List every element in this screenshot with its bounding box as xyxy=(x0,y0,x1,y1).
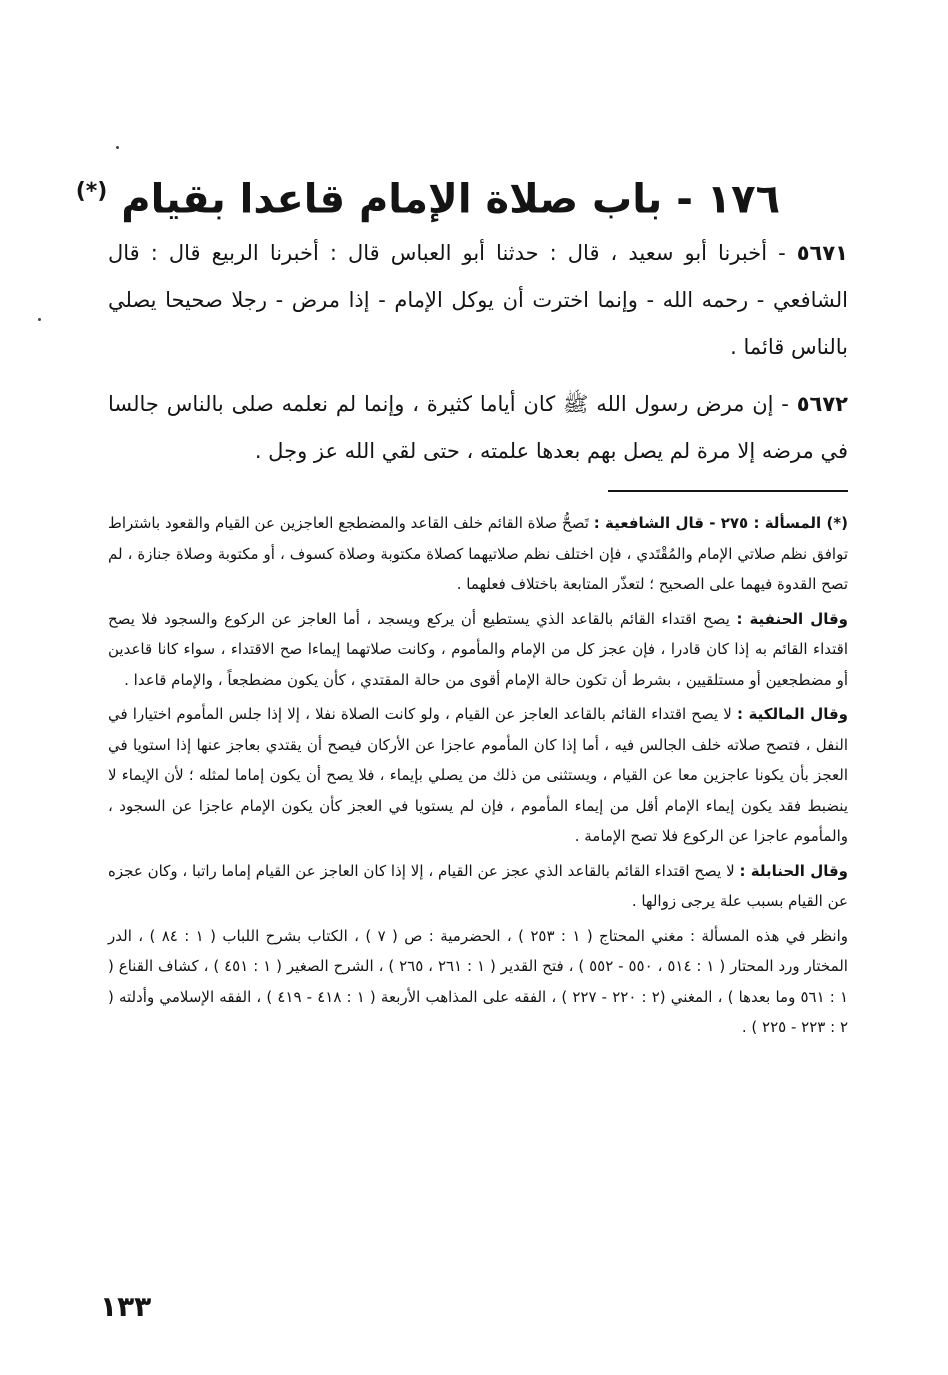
hadith-paragraph xyxy=(108,230,848,371)
footnote-paragraph xyxy=(108,508,848,600)
footnotes xyxy=(108,508,848,1047)
footnote-lead: وقال الحنفية : xyxy=(736,609,848,628)
paragraph-text: - إن مرض رسول الله ﷺ كان أياما كثيرة ، وإنما لم نعلمه صلى بالناس جالسا في مرضه إلا مرة لم يصل بهم بعدها علمته ، حتى لقي الله عز وجل . xyxy=(108,392,848,463)
scan-speck xyxy=(116,146,119,149)
footnote-lead: (*) المسألة : ٢٧٥ - قال الشافعية : xyxy=(593,514,848,532)
footnote-paragraph xyxy=(108,604,848,696)
footnote-separator xyxy=(608,490,848,492)
page-number: ١٣٣ xyxy=(100,1290,152,1323)
footnote-references xyxy=(108,921,848,1043)
footnote-text: لا يصح اقتداء القائم بالقاعد العاجز عن القيام ، ولو كانت الصلاة نفلا ، إلا إذا جلس المأموم اختيارا في النفل ، فتصح صلاته خلف الجالس فيه ، أما إذا كان المأموم عاجزا عن الأركان فيصح أن يقتدي بعاجز عنها إذا استويا في العجز بأن يكونا عاجزين معا عن القيام ، ويستثنى من ذلك من يصلي بإيماء ، فلا يصح أن يكون إماما لمثله ؛ لأن الإيماء لا ينضبط فقد يكون إيماء الإمام أقل من إيماء المأموم ، فإن لم يستويا في العجز كأن يكون الإمام عاجزا عن السجود ، والمأموم عاجزا عن الركوع فلا تصح الإمامة . xyxy=(108,705,848,845)
footnote-text: لا يصح اقتداء القائم بالقاعد الذي عجز عن القيام ، إلا إذا كان العاجز عن القيام إماما راتبا ، وكان عجزه عن القيام بسبب علة يرجى زوالها . xyxy=(108,861,848,910)
chapter-dash: - xyxy=(676,176,693,223)
paragraph-number: ٥٦٧٢ xyxy=(796,392,848,416)
footnote-lead: وقال المالكية : xyxy=(736,705,848,723)
hadith-paragraph xyxy=(108,381,848,475)
footnote-marker: (*) xyxy=(75,179,108,204)
paragraph-text: - أخبرنا أبو سعيد ، قال : حدثنا أبو العباس قال : أخبرنا الربيع قال : قال الشافعي - رحمه الله - وإنما اخترت أن يوكل الإمام - إذا مرض - رجلا صحيحا يصلي بالناس قائما . xyxy=(108,241,848,359)
chapter-number: ١٧٦ xyxy=(706,176,780,223)
footnote-paragraph xyxy=(108,856,848,917)
footnote-text: وانظر في هذه المسألة : مغني المحتاج ( ١ : ٢٥٣ ) ، الحضرمية : ص ( ٧ ) ، الكتاب بشرح اللباب ( ١ : ٨٤ ) ، الدر المختار ورد المحتار ( ١ : ٥١٤ ، ٥٥٠ - ٥٥٢ ) ، فتح القدير ( ١ : ٢٦١ ، ٢٦٥ ) ، الشرح الصغير ( ١ : ٤٥١ ) ، كشاف القناع ( ١ : ٥٦١ وما بعدها ) ، المغني (٢ : ٢٢٠ - ٢٢٧ ) ، الفقه على المذاهب الأربعة ( ١ : ٤١٨ - ٤١٩ ) ، الفقه الإسلامي وأدلته ( ٢ : ٢٢٣ - ٢٢٥ ) . xyxy=(108,926,849,1036)
footnote-paragraph xyxy=(108,699,848,852)
chapter-heading xyxy=(75,160,780,231)
footnote-text: تَصحُّ صلاة القائم خلف القاعد والمضطجع العاجزين عن القيام والقعود باشتراط توافق نظم صلاتي الإمام والمُقْتَدي ، فإن اختلف نظم صلاتيهما كصلاة مكتوبة وصلاة كسوف ، أو مكتوبة وصلاة جنازة ، لم تصح القدوة فيهما على الصحيح ؛ لتعذّر المتابعة باختلاف فعلهما . xyxy=(108,514,848,593)
footnote-lead: وقال الحنابلة : xyxy=(739,861,848,880)
footnote-text: يصح اقتداء القائم بالقاعد الذي يستطيع أن يركع ويسجد ، أما العاجز عن الركوع والسجود فلا يصح اقتداء القائم به إذا كان قادرا ، فإن عجز كل من الإمام والمأموم ، وكانت صلاتهما إيماءا صح الاقتداء ، سواء كانا قاعدين أو مضطجعين أو مستلقيين ، بشرط أن تكون حالة الإمام أقوى من حالة المقتدي ، كأن يكون مضطجعاً ، والإمام قاعدا . xyxy=(108,609,848,689)
chapter-title: باب صلاة الإمام قاعدا بقيام xyxy=(121,176,663,223)
scan-speck xyxy=(38,318,41,321)
main-text xyxy=(108,230,848,485)
paragraph-number: ٥٦٧١ xyxy=(796,241,848,265)
